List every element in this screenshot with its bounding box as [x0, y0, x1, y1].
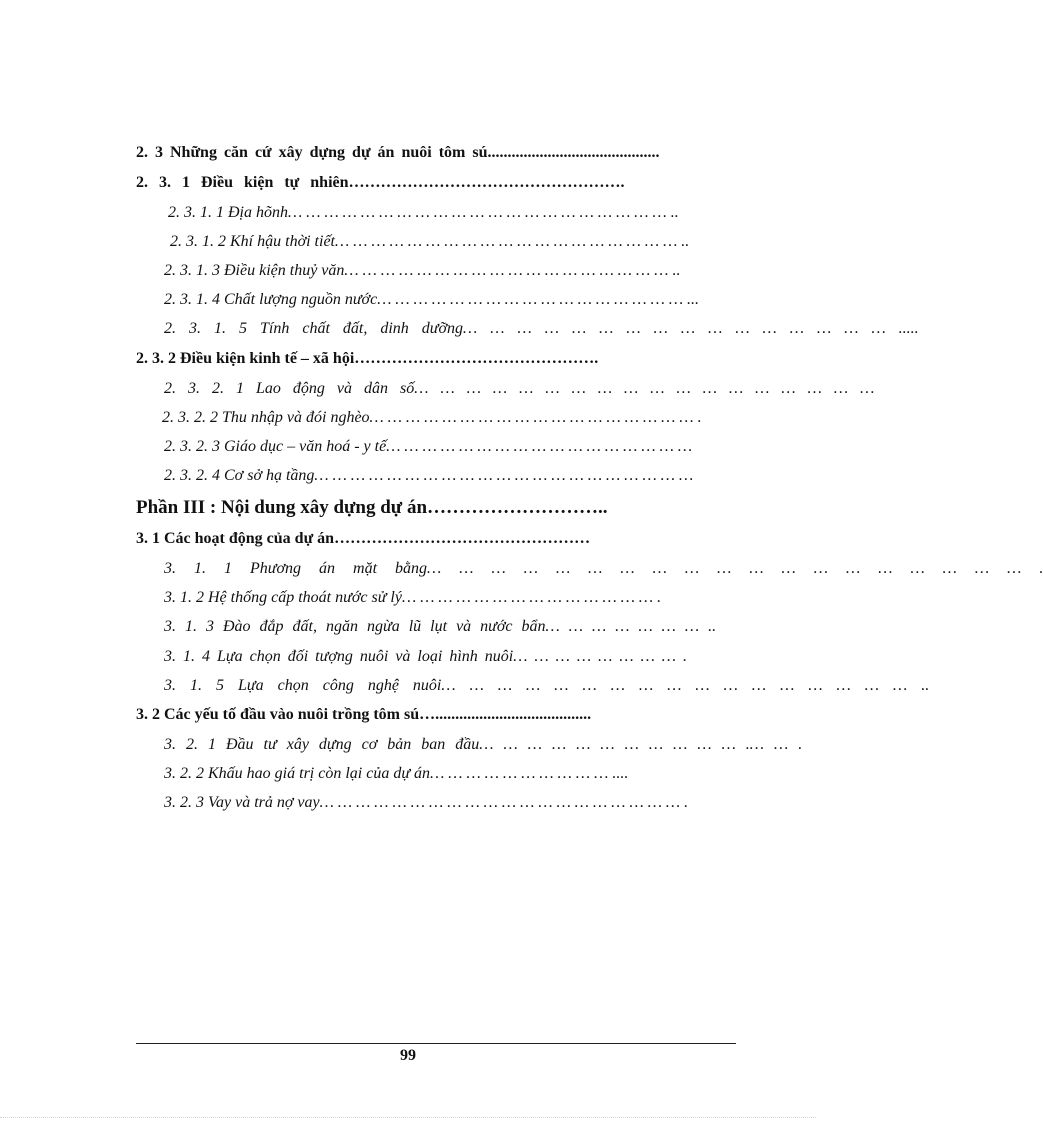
toc-entry-text: 2. 3. 1. 5 Tính chất đất, dinh dưỡng	[164, 320, 464, 337]
toc-leader: ...........................................	[487, 144, 660, 161]
toc-leader: … … … … … … … … … … … … … … … … … … .	[369, 409, 702, 426]
toc-entry-2-3-1-2	[170, 232, 690, 252]
page-bottom-edge	[0, 1117, 816, 1118]
toc-entry-text: 3. 2 Các yếu tố đầu vào nuôi trồng tôm sú	[136, 706, 420, 723]
toc-leader: …………………………………………	[334, 530, 591, 547]
toc-entry-text: 3. 1 Các hoạt động của dự án	[136, 530, 335, 547]
toc-entry-text: Phần III : Nội dung xây dựng dự án	[136, 497, 428, 518]
toc-entry-text: 2. 3. 1. 3 Điều kiện thuỷ văn	[164, 262, 345, 279]
toc-entry-text: 3. 2. 2 Khấu hao giá trị còn lại của dự án	[164, 765, 431, 782]
toc-entry-text: 2. 3 Những căn cứ xây dựng dự án nuôi tôm sú	[136, 144, 488, 161]
toc-leader: … … … … … … … … … … … … … … .	[401, 589, 662, 606]
toc-entry-text: 3. 1. 5 Lựa chọn công nghệ nuôi	[164, 677, 442, 694]
toc-entry-2-3-1-5	[164, 319, 919, 339]
footer-divider	[136, 1043, 736, 1044]
toc-leader: … … … … … … … … … … … .… … .	[479, 736, 803, 753]
toc-leader: ……………………………………….	[354, 350, 599, 367]
toc-leader: … … … … … … … … … … … … … … … … …	[386, 438, 693, 455]
page-number: 99	[400, 1047, 416, 1064]
toc-entry-3-1-2	[164, 588, 682, 608]
toc-leader: … … … … … … … … … … ....	[430, 765, 629, 782]
toc-entry-2-3-2-4	[164, 466, 694, 486]
toc-leader: …………………………………………….	[348, 174, 625, 191]
toc-entry-2-3-2	[136, 349, 686, 369]
toc-entry-2-3-2-1	[164, 379, 875, 399]
toc-entry-text: 3. 1. 3 Đào đắp đất, ngăn ngừa lũ lụt và nước bẩn	[164, 618, 546, 635]
toc-leader: … … … … … … … … .	[513, 648, 688, 665]
toc-entry-text: 3. 1. 2 Hệ thống cấp thoát nước sử lý	[164, 589, 402, 606]
toc-entry-3-1-3	[164, 617, 738, 637]
toc-leader: ………………………..	[427, 497, 608, 518]
toc-section-part-3	[136, 496, 662, 520]
toc-leader: … … … … … … … … … … … … … … … … … … … ..	[334, 233, 690, 250]
toc-leader: … … … … … … … … … … … … … … … … .....	[463, 320, 919, 337]
toc-entry-3-1	[136, 529, 668, 549]
toc-leader: … … … … … … … … … … … … … … … … … … … .	[427, 560, 1043, 577]
toc-leader: … … … … … … … … … … … … … … … … … ...	[377, 291, 700, 308]
toc-entry-2-3-1-1	[168, 203, 684, 223]
toc-entry-text: 3. 1. 1 Phương án mặt bằng	[164, 560, 428, 577]
toc-entry-3-1-1	[164, 559, 1043, 579]
toc-leader: … … … … … … … … … … … … … … … … … … … … … ..	[288, 204, 679, 221]
toc-leader: … … … … … … … … … … … … … … … … … … … … .	[319, 794, 689, 811]
toc-entry-text: 3. 2. 3 Vay và trả nợ vay	[164, 794, 320, 811]
toc-entry-2-3-1	[136, 173, 737, 193]
toc-entry-text: 2. 3. 1. 1 Địa hõnh	[168, 204, 288, 221]
toc-entry-text: 2. 3. 1. 2 Khí hậu thời tiết	[170, 233, 335, 250]
toc-entry-3-2	[136, 705, 676, 725]
toc-entry-3-2-3	[164, 793, 689, 813]
toc-entry-2-3-2-3	[164, 437, 693, 457]
toc-entry-3-2-2	[164, 764, 676, 784]
toc-entry-text: 2. 3. 2. 3 Giáo dục – văn hoá - y tế	[164, 438, 387, 455]
toc-entry-text: 2. 3. 2. 2 Thu nhập và đói nghèo	[162, 409, 370, 426]
toc-entry-text: 3. 2. 1 Đầu tư xây dựng cơ bản ban đầu	[164, 736, 480, 753]
toc-entry-2-3-1-4	[164, 290, 700, 310]
toc-entry-text: 2. 3. 2. 4 Cơ sở hạ tầng	[164, 467, 315, 484]
toc-leader: … … … … … … … ..	[545, 618, 717, 635]
toc-leader: … … … … … … … … … … … … … … … … … … ..	[344, 262, 681, 279]
toc-entry-2-3	[136, 143, 737, 163]
toc-entry-3-1-5	[164, 676, 930, 696]
toc-entry-2-3-1-3	[164, 261, 682, 281]
toc-entry-3-1-4	[164, 647, 738, 667]
toc-leader: … … … … … … … … … … … … … … … … … …	[414, 380, 875, 397]
toc-entry-2-3-2-2	[162, 408, 702, 428]
toc-leader: ….......................................	[419, 706, 592, 723]
toc-leader: … … … … … … … … … … … … … … … … … ..	[441, 677, 930, 694]
toc-entry-text: 2. 3. 1 Điều kiện tự nhiên	[136, 174, 349, 191]
toc-entry-text: 2. 3. 1. 4 Chất lượng nguồn nước	[164, 291, 378, 308]
toc-entry-text: 3. 1. 4 Lựa chọn đối tượng nuôi và loại hình nuôi	[164, 648, 514, 665]
toc-entry-text: 2. 3. 2 Điều kiện kinh tế – xã hội	[136, 350, 355, 367]
toc-leader: … … … … … … … … … … … … … … … … … … … … …	[314, 467, 694, 484]
toc-entry-text: 2. 3. 2. 1 Lao động và dân số	[164, 380, 415, 397]
toc-entry-3-2-1	[164, 735, 803, 755]
